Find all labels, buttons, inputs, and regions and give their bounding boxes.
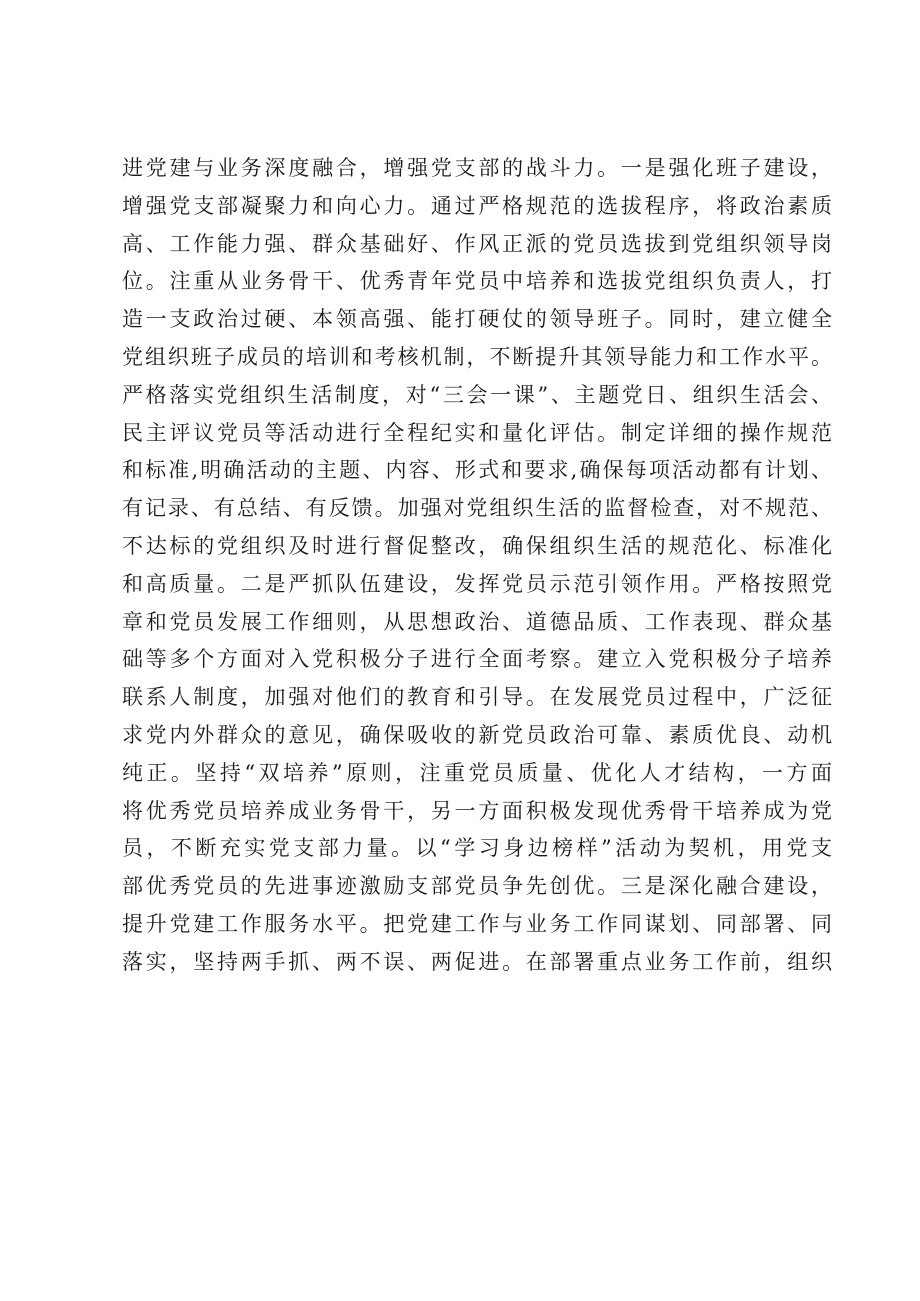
text-line: 章和党员发展工作细则，从思想政治、道德品质、工作表现、群众基: [122, 609, 832, 634]
text-line: 高、工作能力强、群众基础好、作风正派的党员选拔到党组织领导岗: [122, 231, 832, 256]
text-line: 提升党建工作服务水平。把党建工作与业务工作同谋划、同部署、同: [122, 911, 832, 936]
text-line: 进党建与业务深度融合，增强党支部的战斗力。一是强化班子建设，: [122, 156, 832, 180]
text-line: 不达标的党组织及时进行督促整改，确保组织生活的规范化、标准化: [122, 533, 832, 558]
text-line: 位。注重从业务骨干、优秀青年党员中培养和选拔党组织负责人，打: [122, 269, 832, 294]
text-line: 员，不断充实党支部力量。以“学习身边榜样”活动为契机，用党支: [122, 836, 832, 861]
text-line: 将优秀党员培养成业务骨干，另一方面积极发现优秀骨干培养成为党: [122, 798, 832, 823]
text-line: 民主评议党员等活动进行全程纪实和量化评估。制定详细的操作规范: [122, 420, 832, 445]
text-line: 和高质量。二是严抓队伍建设，发挥党员示范引领作用。严格按照党: [122, 571, 832, 596]
text-line: 纯正。坚持“双培养”原则，注重党员质量、优化人才结构，一方面: [122, 760, 832, 785]
text-line: 严格落实党组织生活制度，对“三会一课”、主题党日、组织生活会、: [122, 382, 832, 407]
text-line: 础等多个方面对入党积极分子进行全面考察。建立入党积极分子培养: [122, 647, 832, 672]
text-line: 求党内外群众的意见，确保吸收的新党员政治可靠、素质优良、动机: [122, 722, 832, 747]
text-line: 和标准,明确活动的主题、内容、形式和要求,确保每项活动都有计划、: [122, 458, 832, 483]
body-text: [122, 150, 832, 982]
text-line: 党组织班子成员的培训和考核机制，不断提升其领导能力和工作水平。: [122, 344, 832, 369]
text-line: 造一支政治过硬、本领高强、能打硬仗的领导班子。同时，建立健全: [122, 307, 832, 332]
text-line: 联系人制度，加强对他们的教育和引导。在发展党员过程中，广泛征: [122, 685, 832, 710]
text-line: 增强党支部凝聚力和向心力。通过严格规范的选拔程序，将政治素质: [122, 193, 832, 218]
text-line: 落实，坚持两手抓、两不误、两促进。在部署重点业务工作前，组织: [122, 949, 832, 974]
text-line: 部优秀党员的先进事迹激励支部党员争先创优。三是深化融合建设，: [122, 874, 832, 899]
text-line: 有记录、有总结、有反馈。加强对党组织生活的监督检查，对不规范、: [122, 496, 832, 521]
